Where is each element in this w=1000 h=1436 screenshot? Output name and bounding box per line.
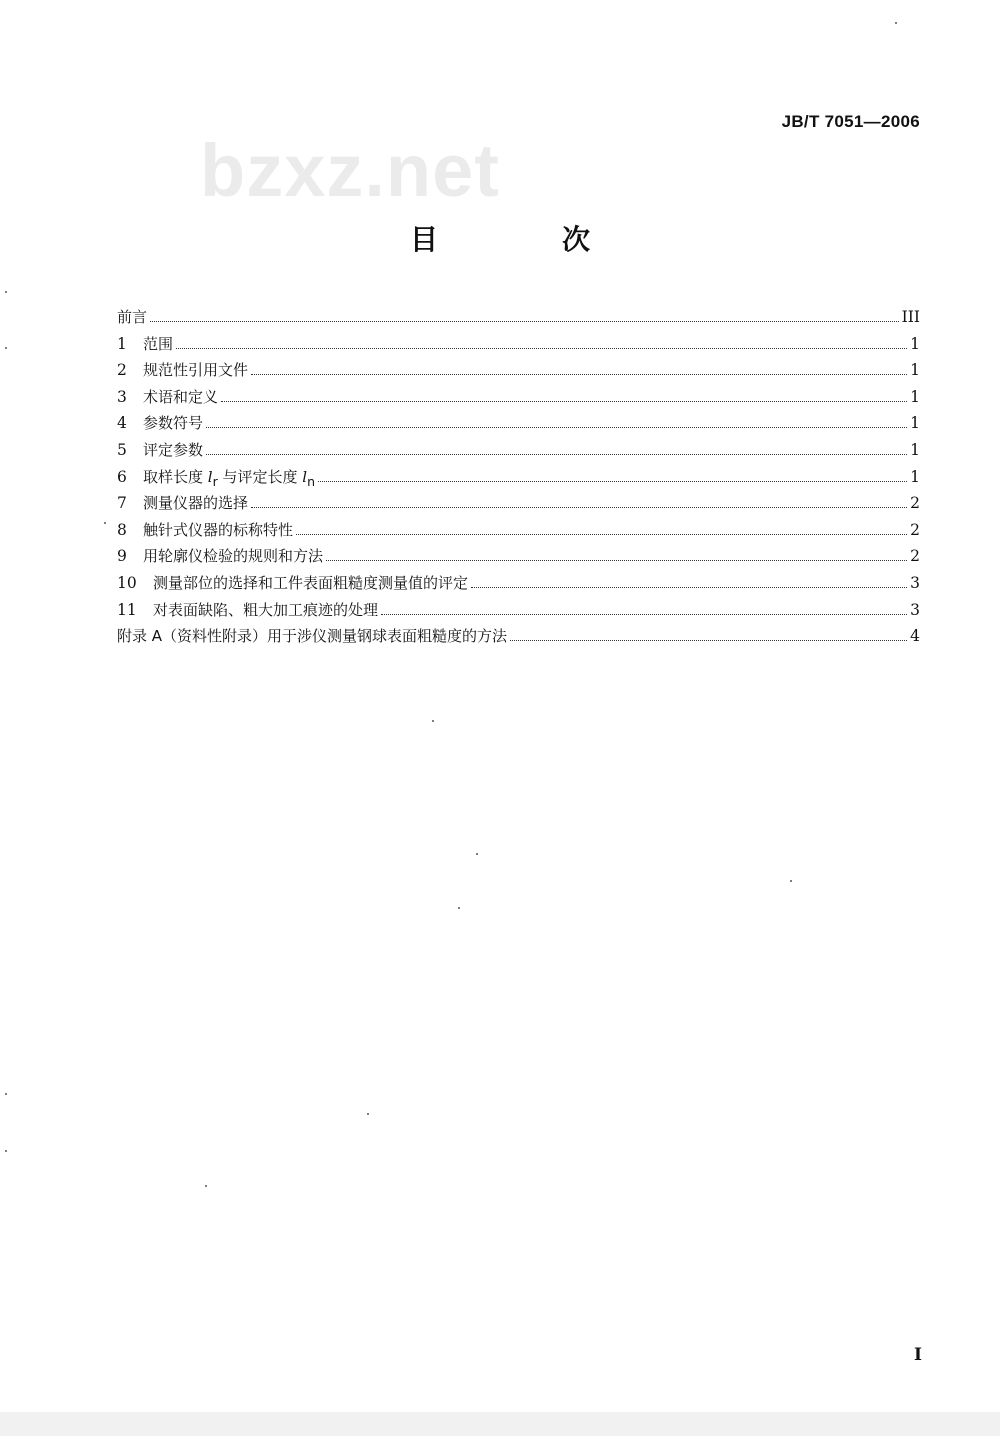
toc-entry-number: 2 [117,361,127,380]
standard-code: JB/T 7051—2006 [781,112,920,131]
toc-entry-label: 测量部位的选择和工件表面粗糙度测量值的评定 [153,573,469,592]
toc-entry-page: 2 [910,520,920,539]
toc-entry-label: 用轮廓仪检验的规则和方法 [143,547,324,566]
scan-speck [790,880,792,882]
scan-speck [476,853,478,855]
toc-entry-number: 1 [117,334,127,353]
toc-entry-4[interactable] [117,410,920,437]
toc-title: 目 次 [409,223,638,256]
scan-speck [5,291,7,293]
scan-speck [895,22,897,24]
toc-entry-label: 术语和定义 [143,387,219,406]
page-number: I [914,1345,922,1365]
scan-speck [5,1093,7,1095]
toc-entry-page: 1 [910,440,920,459]
toc-entry-label: 测量仪器的选择 [143,494,249,513]
scan-speck [205,1185,207,1187]
toc-entry-label: 评定参数 [143,440,204,459]
toc-entry-number: 11 [117,600,137,619]
toc-entry-3[interactable] [117,384,920,411]
table-of-contents [117,304,920,650]
toc-entry-page: 4 [910,627,920,646]
subscript-n: n [307,473,316,489]
dot-leader [251,373,907,375]
toc-entry-foreword[interactable] [117,304,920,331]
dot-leader [326,559,907,561]
toc-entry-number: 8 [117,520,127,539]
toc-entry-page: 1 [910,361,920,380]
toc-entry-label: 规范性引用文件 [143,361,249,380]
dot-leader [206,453,907,455]
toc-entry-page: 3 [910,600,920,619]
toc-entry-page: 1 [910,334,920,353]
toc-entry-page: 2 [910,547,920,566]
toc-entry-page: 2 [910,494,920,513]
watermark: bzxz.net [200,129,500,212]
toc-entry-7[interactable] [117,490,920,517]
toc-entry-number: 9 [117,547,127,566]
dot-leader [510,639,907,641]
toc-entry-number: 6 [117,467,127,486]
toc-entry-number: 10 [117,573,137,592]
toc-entry-label: 触针式仪器的标称特性 [143,520,294,539]
toc-entry-5[interactable] [117,437,920,464]
toc-entry-page: 3 [910,573,920,592]
scan-speck [5,347,7,349]
scan-speck [104,522,106,524]
toc-entry-page: 1 [910,414,920,433]
subscript-r: r [212,473,218,489]
scan-speck [367,1113,369,1115]
dot-leader [381,613,907,615]
label-text: 取样长度 [143,467,208,486]
scan-speck [432,720,434,722]
toc-entry-page: 1 [910,387,920,406]
toc-entry-label: 对表面缺陷、粗大加工痕迹的处理 [153,600,379,619]
toc-entry-number: 3 [117,387,127,406]
dot-leader [150,320,899,322]
toc-entry-label: 范围 [143,334,174,353]
scan-bottom-edge [0,1412,1000,1436]
scan-speck [5,1150,7,1152]
toc-entry-number: 7 [117,494,127,513]
symbol-l: l [302,467,308,486]
toc-entry-number: 4 [117,414,127,433]
dot-leader [471,586,907,588]
dot-leader [296,533,907,535]
dot-leader [251,506,907,508]
toc-entry-annex-a[interactable] [117,623,920,650]
toc-entry-8[interactable] [117,517,920,544]
toc-entry-6[interactable] [117,464,920,491]
toc-entry-label: 附录 A（资料性附录）用于涉仪测量钢球表面粗糙度的方法 [117,627,508,646]
dot-leader [176,347,907,349]
toc-entry-label: 前言 [117,308,148,326]
toc-entry-1[interactable] [117,331,920,358]
label-text: 与评定长度 [217,467,303,486]
scan-speck [458,907,460,909]
toc-entry-11[interactable] [117,597,920,624]
toc-entry-2[interactable] [117,357,920,384]
symbol-l: l [207,467,213,486]
toc-entry-9[interactable] [117,543,920,570]
toc-entry-page: III [901,308,920,326]
toc-entry-10[interactable] [117,570,920,597]
toc-entry-page: 1 [910,467,920,486]
dot-leader [318,480,907,482]
dot-leader [206,426,907,428]
toc-entry-number: 5 [117,440,127,459]
dot-leader [221,400,907,402]
toc-entry-label: 参数符号 [143,414,204,433]
